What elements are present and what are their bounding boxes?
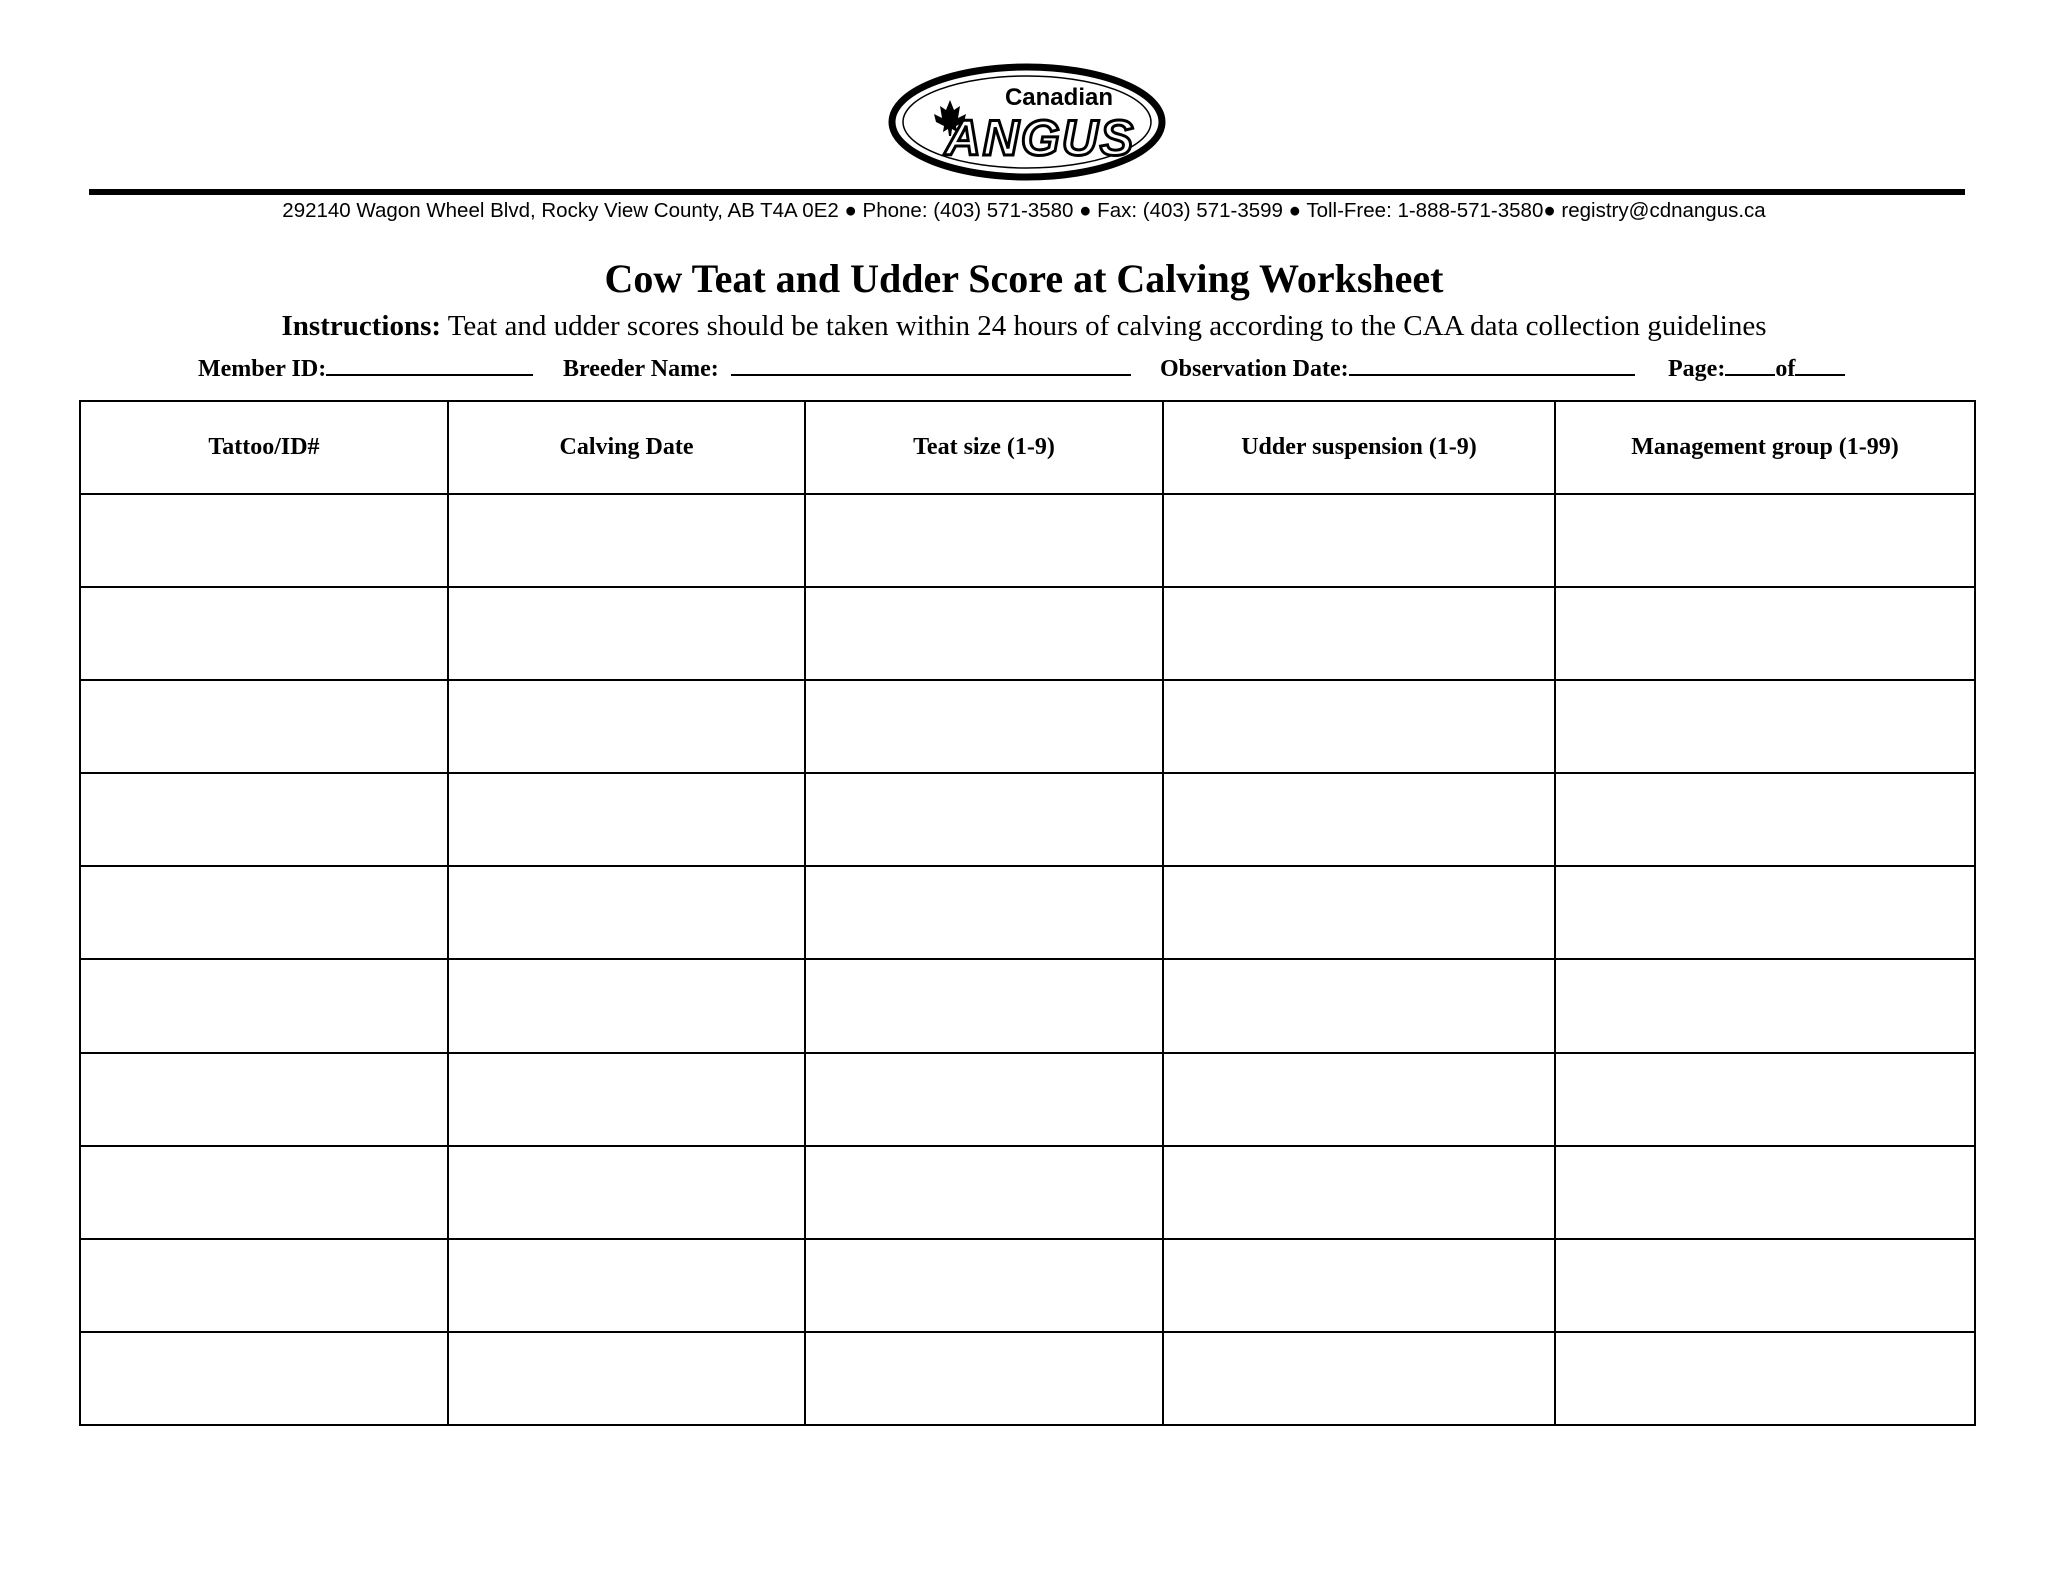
cell-tattoo-id[interactable] [80,866,448,959]
cell-udder-suspension[interactable] [1163,1332,1555,1425]
breeder-name-label: Breeder Name: [563,356,725,382]
cell-tattoo-id[interactable] [80,1239,448,1332]
table-row [80,773,1975,866]
cell-udder-suspension[interactable] [1163,494,1555,587]
cell-teat-size[interactable] [805,866,1163,959]
cell-tattoo-id[interactable] [80,680,448,773]
cell-management-group[interactable] [1555,866,1975,959]
table-row [80,494,1975,587]
table-row [80,866,1975,959]
cell-management-group[interactable] [1555,587,1975,680]
cell-calving-date[interactable] [448,680,805,773]
cell-management-group[interactable] [1555,773,1975,866]
cell-management-group[interactable] [1555,1146,1975,1239]
page-number-input[interactable] [1725,350,1775,376]
cell-tattoo-id[interactable] [80,1146,448,1239]
member-id-label: Member ID: [198,356,327,382]
breeder-name-input[interactable] [731,350,1131,376]
cell-udder-suspension[interactable] [1163,1146,1555,1239]
table-header-row [80,401,1975,494]
cell-calving-date[interactable] [448,866,805,959]
cell-udder-suspension[interactable] [1163,959,1555,1052]
instructions-text: Teat and udder scores should be taken within 24 hours of calving according to the CAA data collection guidelines [441,310,1767,342]
cell-teat-size[interactable] [805,773,1163,866]
table-row [80,1239,1975,1332]
table-row [80,1332,1975,1425]
cell-calving-date[interactable] [448,959,805,1052]
cell-teat-size[interactable] [805,494,1163,587]
breeder-name-field [563,350,1131,386]
instructions-label: Instructions: [281,310,442,342]
table-row [80,1146,1975,1239]
address-line: 292140 Wagon Wheel Blvd, Rocky View County, AB T4A 0E2 ● Phone: (403) 571-3580 ● Fax: (403) 571-3599 ● Toll-Free: 1-888-571-3580● registry@cdnangus.ca [282,199,1766,222]
column-header-calving-date: Calving Date [448,401,805,494]
column-header-udder-suspension: Udder suspension (1-9) [1163,401,1555,494]
table-row [80,587,1975,680]
column-header-tattoo-id: Tattoo/ID# [80,401,448,494]
cell-calving-date[interactable] [448,1332,805,1425]
cell-udder-suspension[interactable] [1163,866,1555,959]
cell-management-group[interactable] [1555,1053,1975,1146]
cell-teat-size[interactable] [805,1239,1163,1332]
logo-top-text: Canadian [1004,84,1113,111]
form-fields [0,350,2048,384]
cell-teat-size[interactable] [805,680,1163,773]
table-row [80,959,1975,1052]
cell-tattoo-id[interactable] [80,587,448,680]
page-total-input[interactable] [1795,350,1845,376]
canadian-angus-logo [888,62,1166,182]
cell-calving-date[interactable] [448,1053,805,1146]
cell-tattoo-id[interactable] [80,1332,448,1425]
cell-calving-date[interactable] [448,1146,805,1239]
cell-calving-date[interactable] [448,1239,805,1332]
cell-teat-size[interactable] [805,1053,1163,1146]
member-id-field [198,350,533,386]
member-id-input[interactable] [326,350,533,376]
page-field [1668,350,1845,386]
header-rule [89,189,1965,195]
column-header-teat-size: Teat size (1-9) [805,401,1163,494]
cell-tattoo-id[interactable] [80,773,448,866]
cell-calving-date[interactable] [448,494,805,587]
table-body [80,494,1975,1425]
cell-tattoo-id[interactable] [80,494,448,587]
cell-calving-date[interactable] [448,587,805,680]
table-row [80,680,1975,773]
cell-udder-suspension[interactable] [1163,587,1555,680]
observation-date-field [1160,350,1635,386]
cell-teat-size[interactable] [805,1332,1163,1425]
cell-teat-size[interactable] [805,959,1163,1052]
cell-teat-size[interactable] [805,1146,1163,1239]
column-header-management-group: Management group (1-99) [1555,401,1975,494]
cell-udder-suspension[interactable] [1163,680,1555,773]
cell-udder-suspension[interactable] [1163,773,1555,866]
cell-udder-suspension[interactable] [1163,1239,1555,1332]
cell-management-group[interactable] [1555,494,1975,587]
cell-tattoo-id[interactable] [80,959,448,1052]
cell-udder-suspension[interactable] [1163,1053,1555,1146]
cell-management-group[interactable] [1555,1239,1975,1332]
cell-calving-date[interactable] [448,773,805,866]
cell-management-group[interactable] [1555,1332,1975,1425]
observation-date-input[interactable] [1349,350,1635,376]
logo-main-text: ANGUS [944,110,1136,166]
score-table [79,400,1976,1426]
page-label: Page: [1668,356,1726,382]
observation-date-label: Observation Date: [1160,356,1349,382]
cell-teat-size[interactable] [805,587,1163,680]
instructions-line [0,307,2048,345]
cell-management-group[interactable] [1555,959,1975,1052]
cell-management-group[interactable] [1555,680,1975,773]
cell-tattoo-id[interactable] [80,1053,448,1146]
page-of-label: of [1775,356,1796,382]
table-row [80,1053,1975,1146]
page-title: Cow Teat and Udder Score at Calving Worksheet [604,256,1444,301]
